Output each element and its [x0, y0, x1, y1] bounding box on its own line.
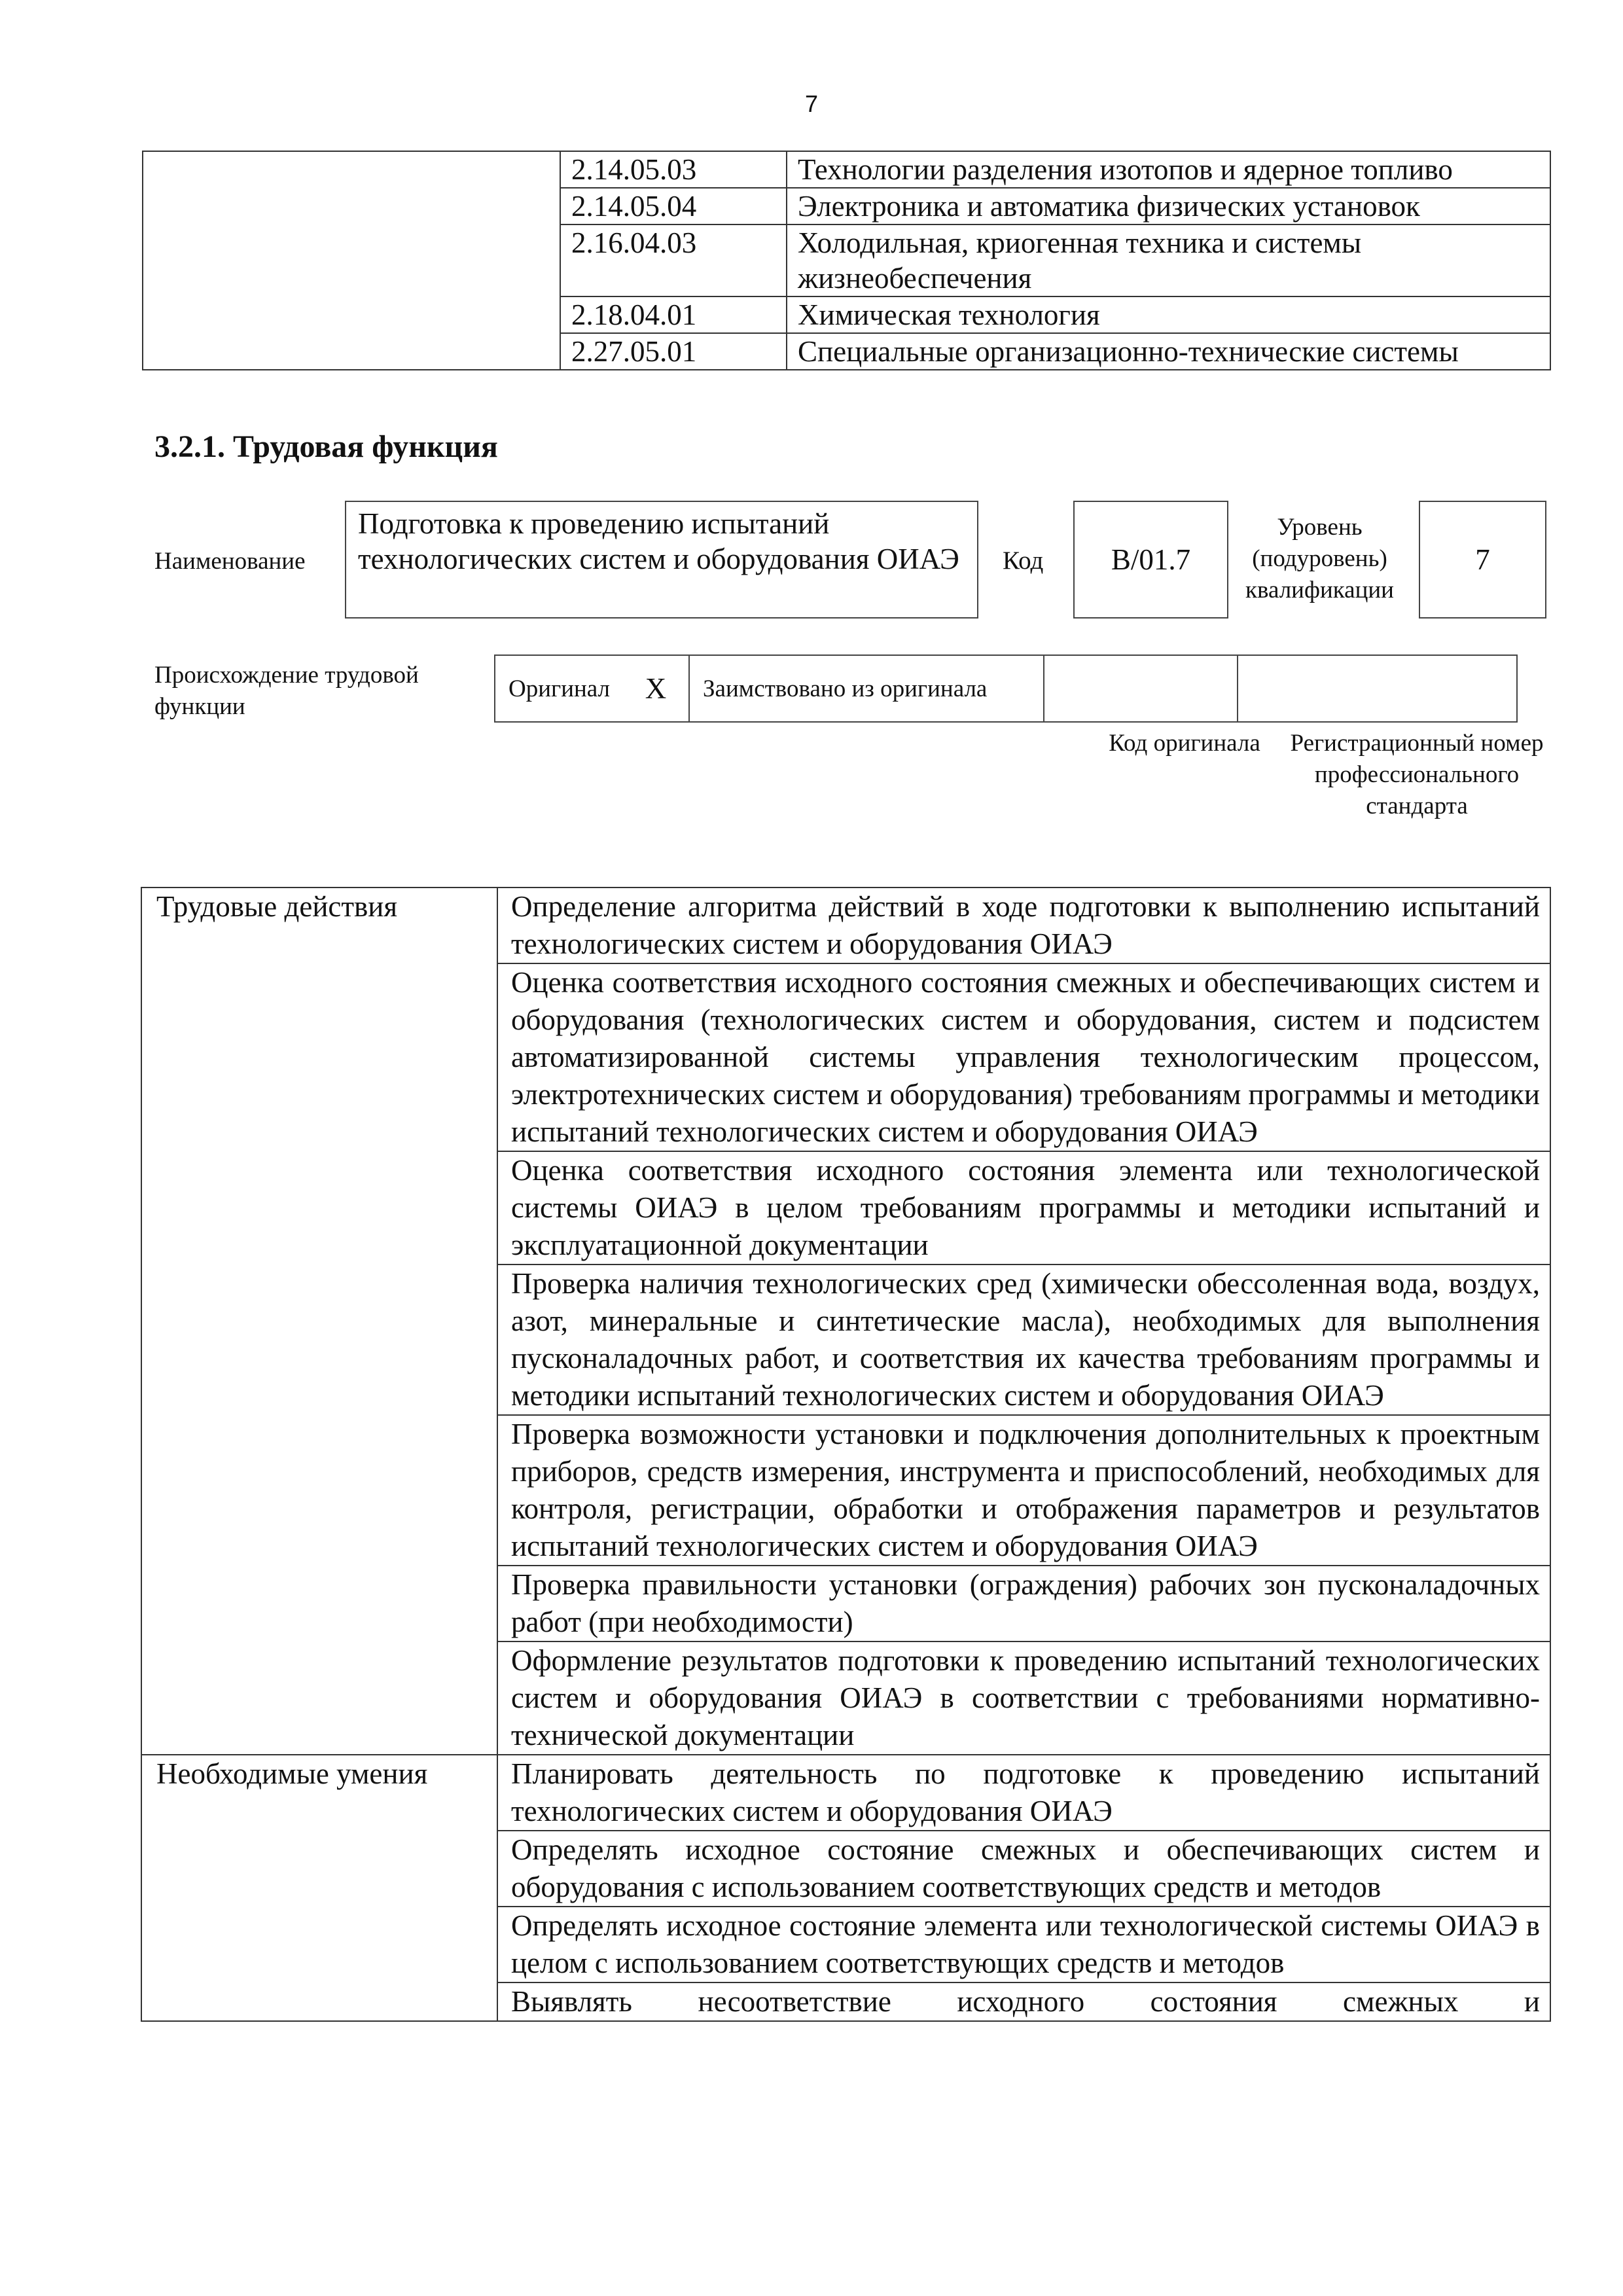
original-code-caption: Код оригинала	[1109, 730, 1260, 757]
original-mark: X	[623, 655, 689, 722]
page-number: 7	[804, 90, 819, 117]
table-cell-name: Специальные организационно-технические системы	[787, 333, 1550, 370]
table-cell-name: Электроника и автоматика физических установок	[787, 188, 1550, 224]
skills-label: Необходимые умения	[141, 1755, 497, 2021]
skill-item: Определять исходное состояние смежных и обеспечивающих систем и оборудования с использованием соответствующих средств и методов	[497, 1831, 1550, 1907]
name-label: Наименование	[154, 548, 306, 575]
labor-action-item: Оценка соответствия исходного состояния элемента или технологической системы ОИАЭ в целом требованиям программы и методики испытаний и эксплуатационной документации	[497, 1151, 1550, 1265]
borrowed-cell: Заимствовано из оригинала	[689, 655, 1044, 722]
labor-action-item: Оценка соответствия исходного состояния смежных и обеспечивающих систем и оборудования (технологических систем и оборудования, систем и подсистем автоматизированной системы управления технологическим процессом, электротехнических систем и оборудования) требованиям программы и методики испытаний технологических систем и оборудования ОИАЭ	[497, 963, 1550, 1151]
table-cell-code: 2.18.04.01	[560, 296, 787, 333]
function-name-box: Подготовка к проведению испытаний технологических систем и оборудования ОИАЭ	[345, 501, 978, 619]
registration-number-caption: Регистрационный номер профессионального стандарта	[1290, 730, 1544, 819]
labor-action-item: Оформление результатов подготовки к проведению испытаний технологических систем и оборудования ОИАЭ в соответствии с требованиями нормативно-технической документации	[497, 1641, 1550, 1755]
origin-table	[494, 655, 1518, 723]
level-label: Уровень (подуровень) квалификации	[1245, 514, 1394, 603]
registration-number-cell	[1238, 655, 1517, 722]
labor-action-item: Проверка возможности установки и подключения дополнительных к проектным приборов, средств измерения, инструмента и приспособлений, необходимых для контроля, регистрации, обработки и отображения параметров и результатов испытаний технологических систем и оборудования ОИАЭ	[497, 1415, 1550, 1566]
skill-item: Определять исходное состояние элемента или технологической системы ОИАЭ в целом с использованием соответствующих средств и методов	[497, 1907, 1550, 1982]
labor-action-item: Проверка правильности установки (ограждения) рабочих зон пусконаладочных работ (при необходимости)	[497, 1566, 1550, 1641]
table-cell-name: Холодильная, криогенная техника и системы жизнеобеспечения	[787, 224, 1550, 296]
labor-action-item: Проверка наличия технологических сред (химически обессоленная вода, воздух, азот, минеральные и синтетические масла), необходимых для выполнения пусконаладочных работ, и соответствия их качества требованиям программы и методики испытаний технологических систем и оборудования ОИАЭ	[497, 1265, 1550, 1415]
original-cell: Оригинал	[495, 655, 623, 722]
skill-item: Выявлять несоответствие исходного состояния смежных и	[497, 1982, 1550, 2021]
table-cell-code: 2.16.04.03	[560, 224, 787, 296]
education-table	[142, 151, 1551, 370]
labor-actions-label: Трудовые действия	[141, 888, 497, 1755]
labor-action-item: Определение алгоритма действий в ходе подготовки к выполнению испытаний технологических систем и оборудования ОИАЭ	[497, 888, 1550, 963]
blank-cell	[143, 151, 560, 370]
table-row	[141, 1755, 1550, 1831]
code-value-box: B/01.7	[1073, 501, 1228, 619]
skill-item: Планировать деятельность по подготовке к проведению испытаний технологических систем и оборудования ОИАЭ	[497, 1755, 1550, 1831]
table-cell-code: 2.14.05.04	[560, 188, 787, 224]
origin-label: Происхождение трудовой функции	[154, 662, 419, 720]
table-row	[141, 888, 1550, 963]
table-cell-name: Химическая технология	[787, 296, 1550, 333]
table-cell-code: 2.14.05.03	[560, 151, 787, 188]
main-table	[141, 887, 1551, 2022]
code-label: Код	[1003, 547, 1044, 575]
table-cell-name: Технологии разделения изотопов и ядерное топливо	[787, 151, 1550, 188]
original-code-cell	[1044, 655, 1238, 722]
section-title: 3.2.1. Трудовая функция	[154, 429, 498, 464]
level-value-box: 7	[1419, 501, 1546, 619]
table-row	[143, 151, 1550, 188]
table-cell-code: 2.27.05.01	[560, 333, 787, 370]
